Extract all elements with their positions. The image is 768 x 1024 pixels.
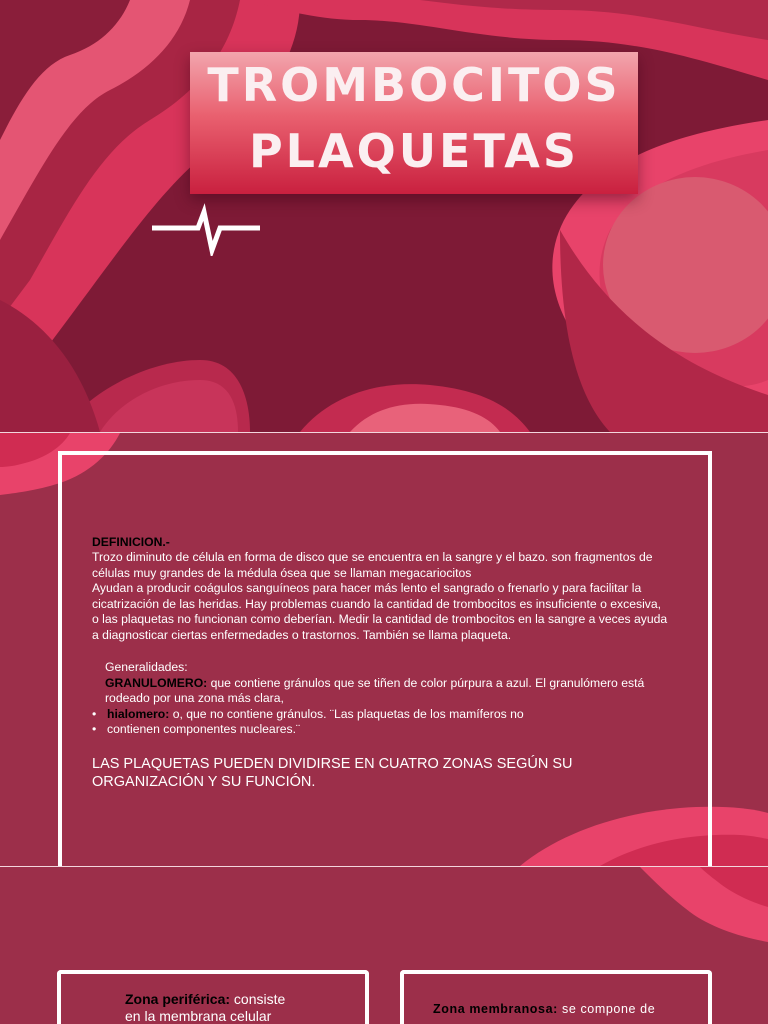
granulomero-term: GRANULOMERO: [105, 675, 208, 690]
definition-heading: DEFINICION.- [92, 535, 170, 549]
zone-membranosa-term: Zona membranosa: [433, 1002, 558, 1016]
definition-line: a diagnosticar ciertas enfermedades o trastornos. También se llama plaqueta. [92, 627, 512, 642]
definition-line: células muy grandes de la médula ósea que se llaman megacariocitos [92, 565, 472, 580]
generalities-label: Generalidades: [105, 660, 188, 674]
definition-paragraph [92, 550, 682, 643]
granulomero-text: que contiene gránulos que se tiñen de color púrpura a azul. El granulómero está [207, 675, 645, 690]
zone-card-membranosa [400, 970, 712, 1024]
heartbeat-pulse-icon [150, 200, 262, 256]
title-slide [0, 0, 768, 432]
zone-membranosa-text [433, 1001, 703, 1017]
zone-periferica-term: Zona periférica: [125, 991, 231, 1007]
bullet-text: contienen componentes nucleares.¨ [107, 721, 301, 736]
bullet-item-hialomero [92, 707, 682, 722]
definition-slide [0, 433, 768, 866]
definition-line: Trozo diminuto de célula en forma de disco que se encuentra en la sangre y el bazo. son fragmentos de [92, 550, 653, 564]
hialomero-text: o, que no contiene gránulos. ¨Las plaquetas de los mamíferos no [169, 706, 524, 721]
definition-content [92, 535, 682, 791]
generalities-block [105, 660, 682, 707]
zone-periferica-text [125, 991, 315, 1024]
zone-card-periferica [57, 970, 369, 1024]
title-line-2: PLAQUETAS [248, 124, 580, 178]
zones-heading [92, 755, 682, 791]
zones-slide [0, 867, 768, 1024]
definition-line: cicatrización de las heridas. Hay problemas cuando la cantidad de trombocitos es insuficiente o excesiva, [92, 596, 662, 611]
title-banner [190, 52, 638, 194]
hialomero-term: hialomero: [107, 706, 170, 721]
granulomero-line [105, 676, 682, 692]
zone-periferica-desc: consiste [230, 991, 286, 1007]
definition-line: Ayudan a producir coágulos sanguíneos para hacer más lento el sangrado o frenarlo y para facilitar la [92, 581, 642, 595]
zone-membranosa-desc: se compone de [557, 1002, 656, 1016]
definition-line: o las plaquetas no funcionan como deberían. Medir la cantidad de trombocitos en la sangre a veces ayuda [92, 612, 668, 626]
bullet-item-nuclear [92, 722, 682, 737]
bullet-icon: • [92, 706, 97, 721]
zones-line-2: ORGANIZACIÓN Y SU FUNCIÓN. [92, 773, 316, 790]
zone-periferica-desc-2: en la membrana celular [125, 1008, 272, 1024]
granulomero-line-2: rodeado por una zona más clara, [105, 691, 284, 705]
zones-line-1: LAS PLAQUETAS PUEDEN DIVIDIRSE EN CUATRO ZONAS SEGÚN SU [92, 755, 573, 772]
bullet-icon: • [92, 721, 97, 736]
title-line-1: TROMBOCITOS [207, 58, 621, 112]
